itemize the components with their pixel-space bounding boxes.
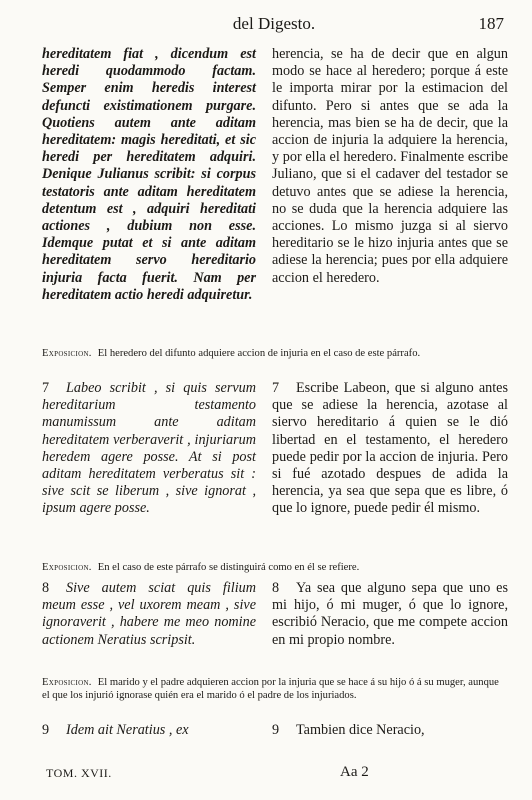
paragraph-number: 7 (42, 380, 50, 396)
latin-text: Labeo scribit , si quis servum hereditarium testamento manumissum ante aditam hereditatem verberaverit , injuriarum heredem agere posse. At si post aditam hereditatem verberatus sit : sive scit se liberum , sive ignorat , ipsum agere posse. (42, 380, 256, 517)
latin-text: Sive autem sciat quis filium meum esse , vel uxorem meam , sive ignoraverit , habere me meo nomine actionem Neratius scripsit. (42, 580, 256, 648)
spanish-text: Escribe Labeon, que si alguno antes que se adiese la herencia, azotase al siervo hereditario á quien se le dió libertad en el testamento, el heredero puede pedir por la accion de injuria. Pero si fué azotado despues de adida la herencia, ya sea que sepa que es libre, ó que lo ignore, puede pedir él mismo. (272, 380, 508, 517)
exposicion-note-3 (42, 676, 508, 702)
exposicion-note-2 (42, 561, 508, 574)
paragraph-number: 8 (42, 580, 50, 596)
paragraph-number: 8 (272, 580, 280, 596)
page-number: 187 (478, 14, 504, 33)
latin-column (42, 380, 256, 518)
text-block-4 (42, 722, 508, 739)
latin-text: Idem ait Neratius , ex (66, 722, 189, 738)
signature-mark: Aa 2 (340, 764, 369, 780)
text-block-1 (42, 46, 508, 304)
text-block-3 (42, 580, 508, 649)
exposicion-text: En el caso de este párrafo se distinguirá como en él se refiere. (97, 562, 360, 573)
paragraph-number: 7 (272, 380, 280, 396)
spanish-text: Ya sea que alguno sepa que uno es mi hijo, ó mi muger, ó que lo ignore, escribió Neracio, que me compete accion en mi propio nombre. (272, 580, 508, 648)
running-header (44, 14, 504, 36)
paragraph-number: 9 (42, 722, 50, 738)
volume-label: TOM. XVII. (46, 766, 112, 780)
latin-column (42, 722, 256, 739)
exposicion-label: Exposicion. (42, 677, 92, 688)
running-title: del Digesto. (232, 14, 316, 33)
spanish-column (272, 722, 508, 739)
spanish-text: Tambien dice Neracio, (296, 722, 425, 738)
text-block-2 (42, 380, 508, 518)
exposicion-text: El marido y el padre adquieren accion por la injuria que se hace á su hijo ó á su muger, aunque el que los injurió ignorase quién era el marido ó el padre de los injuriados. (42, 677, 499, 701)
latin-column (42, 580, 256, 649)
exposicion-label: Exposicion. (42, 562, 92, 573)
exposicion-text: El heredero del difunto adquiere accion de injuria en el caso de este párrafo. (97, 348, 421, 359)
latin-column: hereditatem fiat , dicendum est heredi quodammodo factam. Semper enim heredis interest defuncti existimationem purgare. Quotiens autem ante aditam hereditatem: magis hereditati, et sic heredi per hereditatem adquiri. Denique Julianus scribit: si corpus testatoris ante aditam hereditatem detentum est , adquiri hereditati actiones , dubium non esse. Idemque putat et si ante aditam hereditatem servo hereditario injuria facta fuerit. Nam per hereditatem actio heredi adquiretur. (42, 46, 256, 303)
spanish-column (272, 580, 508, 649)
page-footer (42, 762, 508, 782)
spanish-column: herencia, se ha de decir que en algun modo se hace al heredero; porque á este le importa mirar por la estimacion del difunto. Pero si antes que se ada la herencia, mas bien se ha de decir, que la accion de injuria la adquiere la herencia, y por ella el heredero. Finalmente escribe Juliano, que si el cadaver del testador se detuvo antes que se adiese la herencia, no se duda que la herencia adquiere las acciones. Lo mismo juzga si al siervo hereditario se le hizo injuria antes que se adiese la herencia; pues por ella adquiere accion el heredero. (272, 46, 508, 286)
paragraph-number: 9 (272, 722, 280, 738)
spanish-column (272, 380, 508, 518)
exposicion-note-1 (42, 347, 508, 360)
exposicion-label: Exposicion. (42, 348, 92, 359)
